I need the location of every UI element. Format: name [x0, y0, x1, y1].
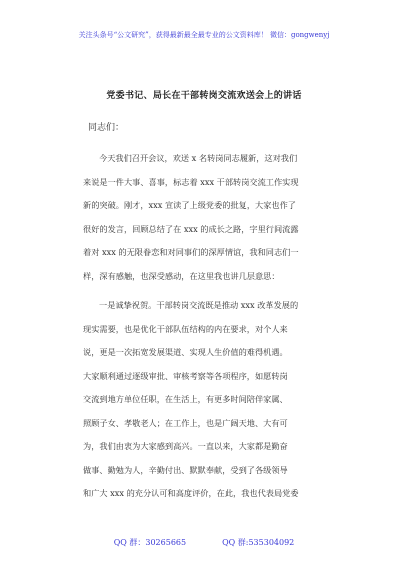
footer-qq-group-2: QQ 群:535304092: [222, 538, 295, 547]
footer-qq-group-1: QQ 群：30265665: [113, 538, 187, 547]
paragraph-line: 为，我们由衷为大家感到高兴。一直以来，大家都是勤奋: [83, 441, 288, 451]
paragraph-line: 现实需要，也是优化干部队伍结构的内在要求，对个人来: [83, 323, 288, 334]
greeting: 同志们：: [88, 123, 125, 133]
paragraph-line: 做事、勤勉为人，辛勤付出、默默奉献，受到了各级领导: [83, 464, 288, 475]
header-note: 关注头条号“公文研究”，获得最新最全最专业的公文资料库！ 微信：gongwenyj: [78, 31, 330, 39]
paragraph-2: [83, 294, 333, 506]
paragraph-line: 一是诚挚祝贺。干部转岗交流既是推动 xxx 改革发展的: [99, 300, 299, 310]
paragraph-line: 和广大 xxx 的充分认可和高度评价，在此，我也代表局党委: [83, 488, 299, 498]
paragraph-line: 很好的发言，回顾总结了在 xxx 的成长之路，字里行间流露: [83, 223, 299, 234]
paragraph-line: 来说是一件大事、喜事，标志着 xxx 干部转岗交流工作实现: [83, 176, 299, 187]
paragraph-line: 着对 xxx 的无限眷恋和对同事们的深厚情谊，我和同志们一: [83, 247, 299, 257]
paragraph-line: 样，深有感触，也深受感动，在这里我也讲几层意思：: [83, 270, 280, 281]
paragraph-line: 照顾子女、孝敬老人；在工作上，也是广阔天地、大有可: [83, 417, 288, 428]
paragraph-1: [83, 147, 333, 288]
paragraph-line: 说，更是一次拓宽发展渠道、实现人生价值的难得机遇。: [83, 347, 288, 357]
paragraph-line: 今天我们召开会议，欢送 x 名转岗同志履新，这对我们: [99, 153, 298, 163]
document-title: 党委书记、局长在干部转岗交流欢送会上的讲话: [106, 91, 302, 101]
paragraph-line: 大家顺利通过逐级审批、审核考察等各项程序，如愿转岗: [83, 370, 288, 381]
paragraph-line: 交流到地方单位任职，在生活上，有更多时间陪伴家属、: [83, 394, 288, 404]
paragraph-line: 新的突破。刚才，xxx 宣读了上级党委的批复，大家也作了: [83, 200, 296, 210]
footer: [0, 537, 408, 548]
